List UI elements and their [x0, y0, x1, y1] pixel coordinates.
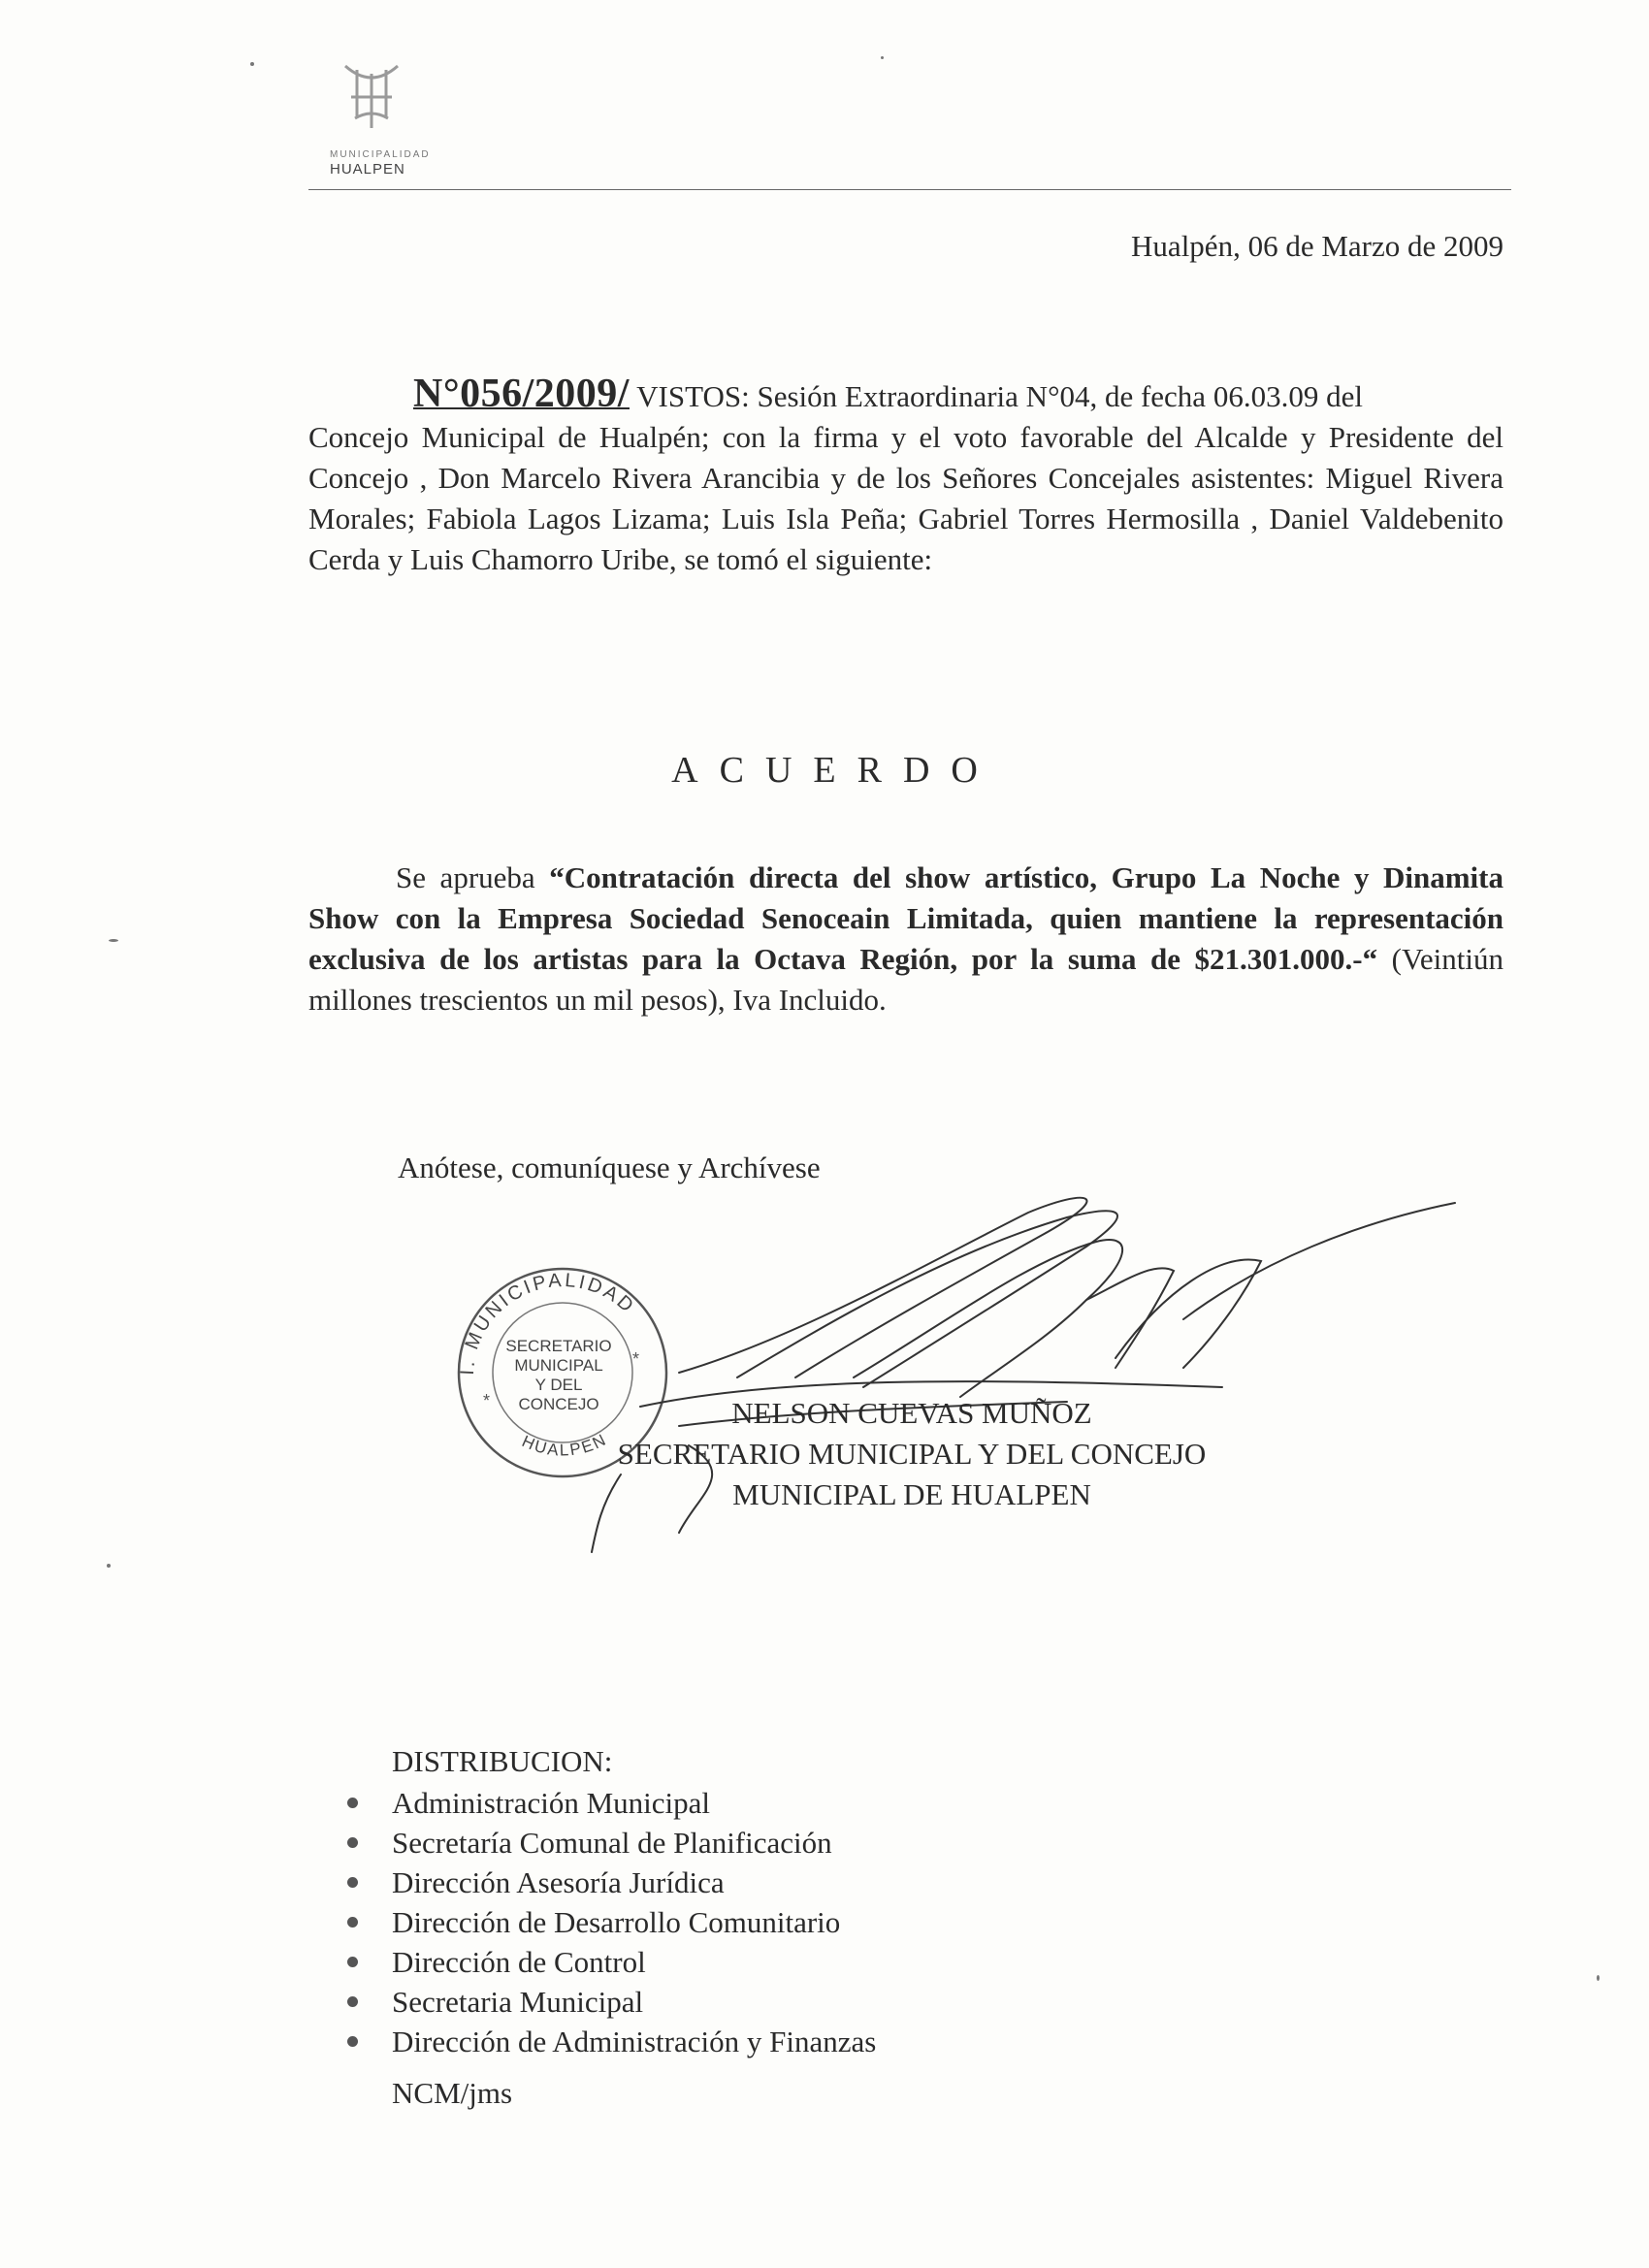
- list-item: [341, 2022, 876, 2061]
- resolution-paragraph: [308, 858, 1504, 1021]
- list-item: [341, 1942, 876, 1982]
- stamp-inner-line-2: MUNICIPAL: [514, 1356, 603, 1375]
- municipality-logo: [330, 60, 436, 177]
- scan-speck: [250, 62, 254, 66]
- logo-caption-small: MUNICIPALIDAD: [330, 149, 431, 160]
- bullet-icon: [347, 1837, 358, 1848]
- header-divider: [308, 189, 1511, 190]
- list-item: [341, 1863, 876, 1902]
- stamp-bottom-text: HUALPEN: [519, 1430, 611, 1460]
- bullet-icon: [347, 1996, 358, 2007]
- scan-speck: [107, 1564, 111, 1568]
- signatory-title-line-1: SECRETARIO MUNICIPAL Y DEL CONCEJO: [617, 1437, 1207, 1471]
- vistos-text: Concejo Municipal de Hualpén; con la firma y el voto favorable del Alcalde y Presidente del Concejo , Don Marcelo Rivera Arancibia y de los Señores Concejales asistentes: Miguel Rivera Morales; Fabiola Lagos Lizama; Luis Isla Peña; Gabriel Torres Hermosilla , Daniel Valdebenito Cerda y Luis Chamorro Uribe, se tomó el siguiente:: [308, 420, 1504, 576]
- list-item: [341, 1823, 876, 1863]
- bullet-icon: [347, 2036, 358, 2047]
- logo-caption-name: HUALPEN: [330, 161, 405, 178]
- distribution-item-label: Secretaria Municipal: [392, 1985, 644, 2019]
- vistos-first-line: [308, 373, 1504, 417]
- municipality-emblem-icon: [338, 60, 405, 138]
- scan-speck: [881, 56, 884, 59]
- scan-speck: [109, 939, 118, 942]
- bullet-icon: [347, 1798, 358, 1808]
- resolution-bold-text: “Contratación directa del show artístico, Grupo La Noche y Dinamita Show con la Empresa Sociedad Senoceain Limitada, quien mantiene la representación exclusiva de los artistas para la Octava Región, por la suma de $21.301.000.-“: [308, 860, 1504, 976]
- distribution-item-label: Secretaría Comunal de Planificación: [392, 1826, 832, 1860]
- list-item: [341, 1982, 876, 2022]
- stamp-inner-line-4: CONCEJO: [518, 1395, 599, 1413]
- signatory-title-line-2: MUNICIPAL DE HUALPEN: [732, 1477, 1091, 1511]
- scan-speck: [1597, 1975, 1600, 1981]
- list-item: [341, 1902, 876, 1942]
- stamp-inner-line-3: Y DEL: [534, 1376, 583, 1394]
- stamp-inner-line-1: SECRETARIO: [505, 1337, 612, 1355]
- acuerdo-heading: ACUERDO: [671, 750, 999, 791]
- distribution-list: [341, 1783, 876, 2061]
- list-item: [341, 1783, 876, 1823]
- svg-text:I. MUNICIPALIDAD: [457, 1270, 639, 1376]
- svg-text:*: *: [632, 1349, 640, 1369]
- document-date: Hualpén, 06 de Marzo de 2009: [1131, 229, 1504, 263]
- signatory-name: NELSON CUEVAS MUÑOZ: [731, 1396, 1092, 1430]
- vistos-line-1: VISTOS: Sesión Extraordinaria N°04, de fecha 06.03.09 del: [629, 379, 1363, 413]
- distribution-item-label: Dirección de Control: [392, 1945, 646, 1979]
- document-number: N°056/2009/: [413, 372, 630, 416]
- bullet-icon: [347, 1877, 358, 1888]
- svg-text:*: *: [483, 1391, 491, 1410]
- resolution-prefix: Se aprueba: [396, 860, 550, 894]
- stamp-ring-text: I. MUNICIPALIDAD: [456, 1269, 640, 1377]
- signatory-block: [543, 1393, 1280, 1515]
- resolution-suffix: (Veintiún millones trescientos un mil pesos), Iva Incluido.: [308, 942, 1504, 1017]
- distribution-title: DISTRIBUCION:: [392, 1744, 613, 1778]
- bullet-icon: [347, 1957, 358, 1967]
- distribution-item-label: Administración Municipal: [392, 1786, 711, 1820]
- distribution-item-label: Dirección Asesoría Jurídica: [392, 1865, 725, 1899]
- typist-initials: NCM/jms: [392, 2076, 513, 2110]
- vistos-paragraph: [308, 373, 1504, 580]
- distribution-item-label: Dirección de Administración y Finanzas: [392, 2025, 877, 2058]
- bullet-icon: [347, 1917, 358, 1928]
- closing-formula: Anótese, comuníquese y Archívese: [398, 1150, 821, 1184]
- distribution-item-label: Dirección de Desarrollo Comunitario: [392, 1905, 841, 1939]
